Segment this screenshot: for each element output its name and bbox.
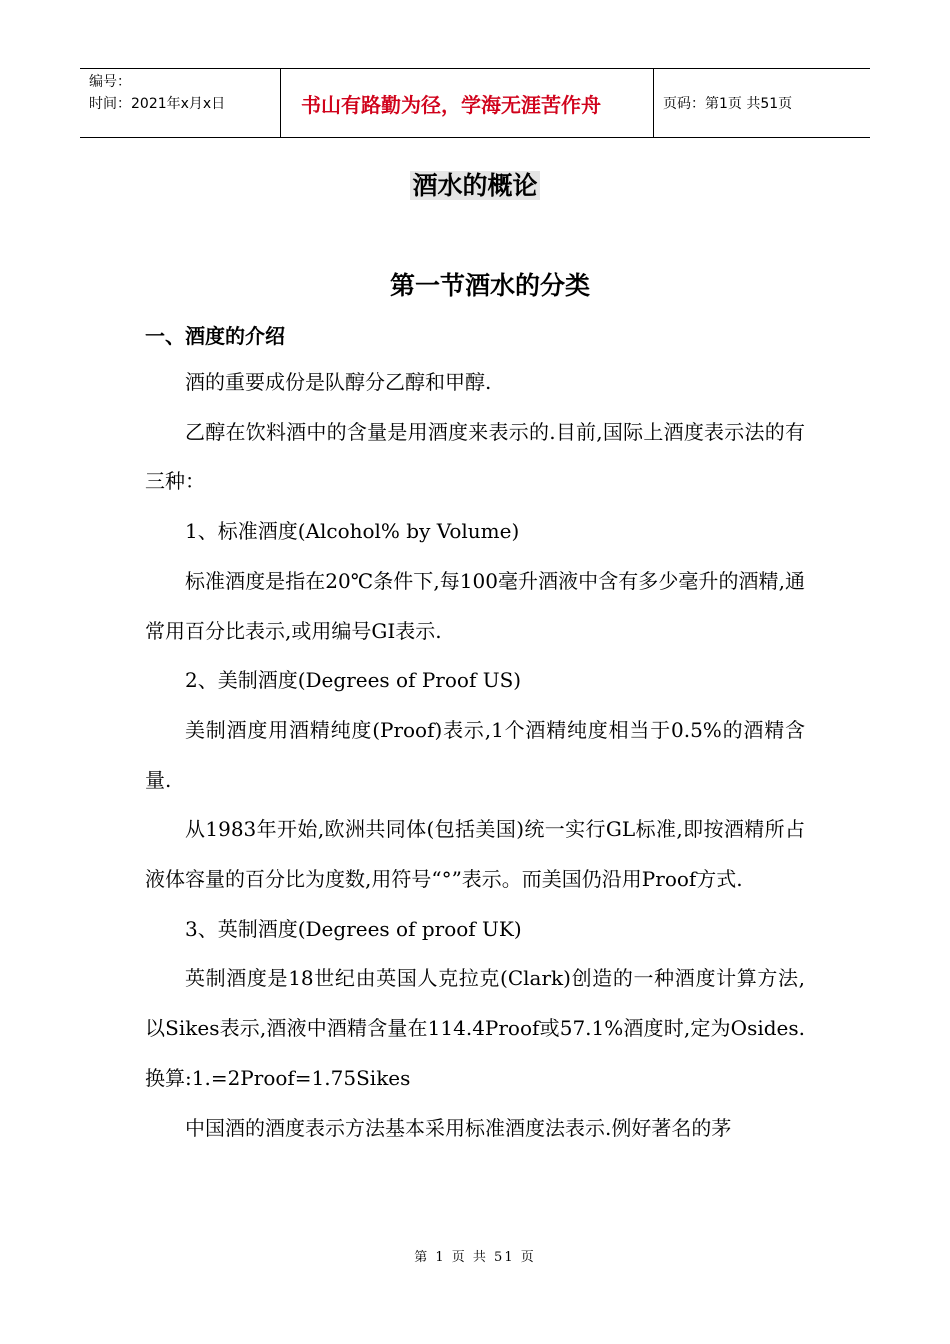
paragraph: 2、美制酒度(Degrees of Proof US) (185, 668, 522, 693)
sub-heading: 一、酒度的介绍 (145, 324, 285, 348)
paragraph: 酒的重要成份是队醇分乙醇和甲醇. (185, 370, 492, 394)
body-text (145, 358, 805, 1153)
paragraph: 美制酒度用酒精纯度(Proof)表示,1个酒精纯度相当于0.5%的酒精含量. (145, 717, 805, 792)
section-title: 第一节酒水的分类 (389, 271, 590, 300)
number-label: 编号： (89, 74, 131, 90)
paragraph: 从1983年开始,欧洲共同体(包括美国)统一实行GL标准,即按酒精所占液体容量的百分比为度数,用符号“°”表示。而美国仍沿用Proof方式. (145, 817, 805, 892)
header-meta (80, 69, 281, 137)
paragraph: 英制酒度是18世纪由英国人克拉克(Clark)创造的一种酒度计算方法,以Sikes表示,酒液中酒精含量在114.4Proof或57.1%酒度时,定为Osides.换算:1.=2Proof=1.75Sikes (145, 966, 805, 1090)
paragraph: 1、标准酒度(Alcohol% by Volume) (185, 519, 520, 544)
paragraph: 标准酒度是指在20℃条件下,每100毫升酒液中含有多少毫升的酒精,通常用百分比表示,或用编号GI表示. (145, 568, 805, 643)
header-table (80, 68, 870, 138)
header-motto: 书山有路勤为径，学海无涯苦作舟 (281, 69, 654, 137)
paragraph: 乙醇在饮料酒中的含量是用酒度来表示的.目前,国际上酒度表示法的有三种： (145, 419, 805, 494)
page-footer: 第 1 页 共 51 页 (414, 1250, 536, 1265)
document-title-text: 酒水的概论 (412, 171, 538, 200)
header-page-info: 页码：第1页 共51页 (663, 96, 793, 112)
paragraph: 3、英制酒度(Degrees of proof UK) (185, 916, 522, 941)
paragraph: 中国酒的酒度表示方法基本采用标准酒度法表示.例好著名的茅 (185, 1115, 732, 1140)
document-title (0, 166, 950, 202)
time-label: 时间：2021年x月x日 (89, 96, 226, 112)
